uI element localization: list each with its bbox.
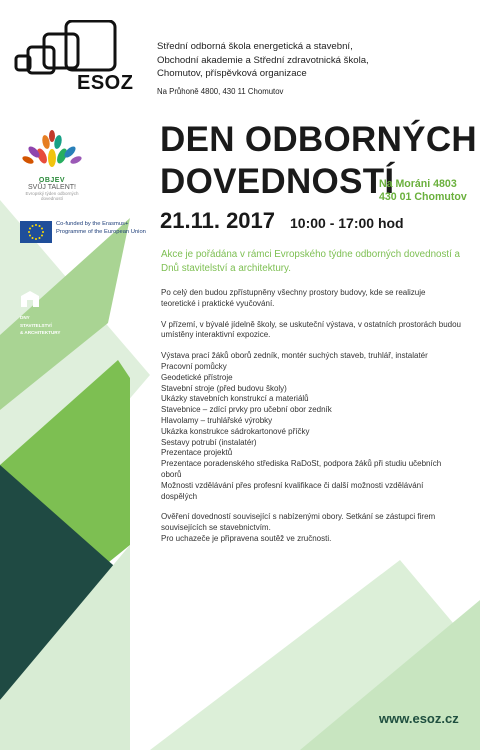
school-line: Chomutov, příspěvková organizace	[157, 68, 307, 79]
list-item: Možnosti vzdělávání přes profesní kvalifikace či další možnosti vzdělávání dospělých	[161, 480, 424, 501]
body-paragraph	[161, 512, 461, 544]
dny-line: & ARCHITEKTURY	[20, 330, 61, 335]
list-item: Výstava prací žáků oborů zedník, montér suchých staveb, truhlář, instalatér	[161, 351, 428, 361]
list-item: Prezentace poradenského střediska RaDoSt, podpora žáků při studiu učebních oborů	[161, 459, 442, 479]
logo-text: ESOZ	[77, 72, 134, 94]
school-address: Na Průhoně 4800, 430 11 Chomutov	[157, 86, 284, 96]
program-list	[161, 351, 461, 502]
objev-line: OBJEV	[38, 177, 66, 184]
objev-line: SVŮJ TALENT!	[28, 184, 76, 191]
dny-line: STAVITELSTVÍ	[20, 322, 52, 328]
event-time: 10:00 - 17:00 hod	[290, 215, 404, 231]
body-paragraph: Po celý den budou zpřístupněny všechny prostory budovy, kde se realizuje teoretické i praktické vyučování.	[161, 288, 426, 308]
event-description	[161, 288, 461, 555]
title-line: DOVEDNOSTÍ	[160, 162, 395, 201]
school-line: Obchodní akademie a Střední zdravotnická škola,	[157, 54, 369, 66]
place-line: Na Moráni 4803	[379, 178, 457, 190]
eu-flag-icon	[20, 221, 52, 243]
event-lead: Akce je pořádána v rámci Evropského týdne odborných dovedností a Dnů stavitelství a architektury.	[161, 249, 460, 274]
objev-talent-badge	[16, 128, 88, 201]
objev-line: Evropský týden odborných dovedností	[25, 191, 79, 201]
list-item: Prezentace projektů	[161, 448, 233, 458]
title-line: DEN ODBORNÝCH	[160, 120, 477, 159]
list-item: Pracovní pomůcky	[161, 361, 227, 371]
list-item: Stavební stroje (před budovu školy)	[161, 383, 287, 393]
website-link[interactable]: www.esoz.cz	[379, 711, 459, 726]
event-place	[379, 178, 467, 203]
eu-text: Co-funded by the Erasmus+ Programme of the European Union	[56, 221, 146, 235]
list-item: Ukázky stavebních konstrukcí a materiálů	[161, 394, 309, 404]
place-line: 430 01 Chomutov	[379, 190, 467, 203]
event-date: 21.11. 2017	[160, 208, 276, 233]
body-text: Ověření dovedností související s nabízenými obory. Setkání se zástupci firem souvisejících se stavebnictvím.	[161, 512, 436, 533]
list-item: Hlavolamy – truhlářské výrobky	[161, 415, 273, 425]
school-line: Střední odborná škola energetická a stavební,	[157, 41, 353, 52]
list-item: Geodetické přístroje	[161, 372, 233, 382]
leaves-icon	[16, 128, 88, 172]
dny-line: DNY	[20, 315, 30, 320]
list-item: Sestavy potrubí (instalatér)	[161, 437, 257, 447]
list-item: Ukázka konstrukce sádrokartonové příčky	[161, 426, 310, 436]
dny-stavitelstvi-badge	[20, 290, 66, 336]
list-item: Stavebnice – zdící prvky pro učební obor zedník	[161, 405, 332, 415]
body-text: Pro uchazeče je připravena soutěž ve zručnosti.	[161, 533, 332, 543]
body-paragraph: V přízemí, v bývalé jídelně školy, se uskuteční výstava, v ostatních prostorách budou umístěny interaktivní expozice.	[161, 319, 461, 340]
school-header	[157, 40, 369, 98]
building-icon	[20, 290, 40, 308]
